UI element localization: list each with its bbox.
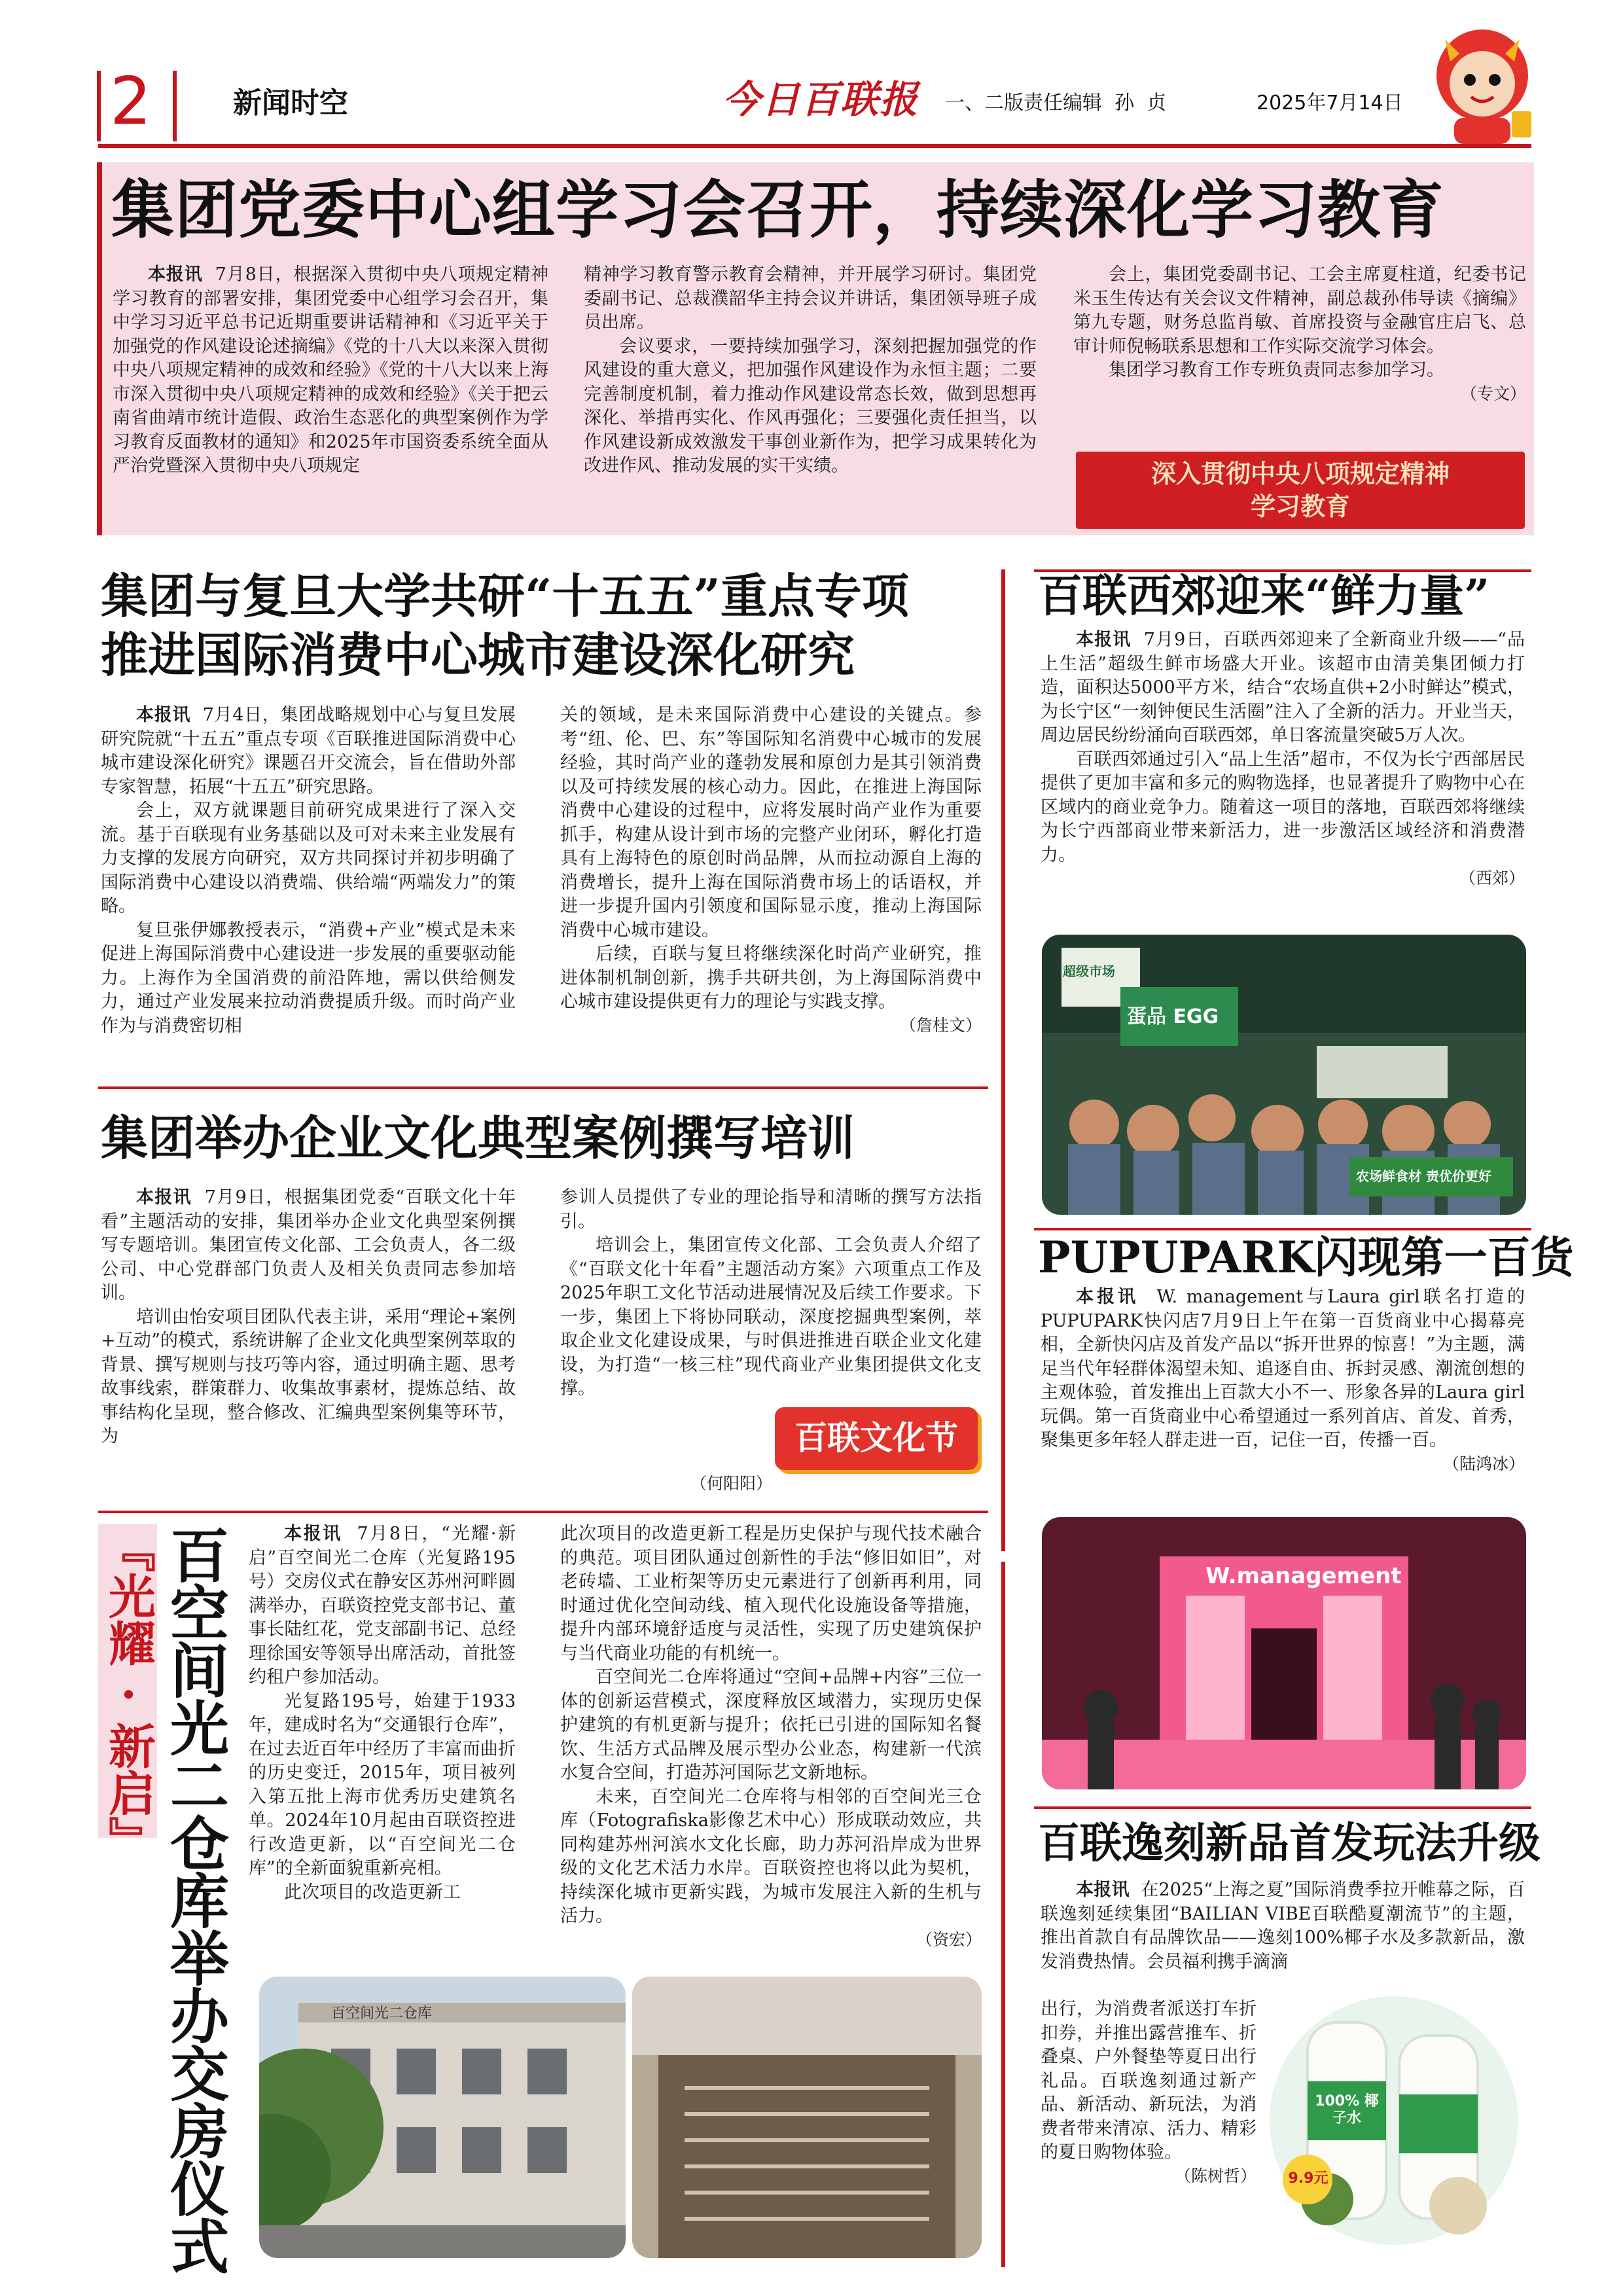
guangyao-col-1 <box>249 1522 516 1905</box>
xijiao-dateline: 本报讯 <box>1076 630 1132 650</box>
pupupark-photo-sign: W.management <box>1205 1563 1402 1589</box>
column-divider-bottom <box>1001 1562 1005 2267</box>
lead-banner-line1: 深入贯彻中央八项规定精神 <box>1150 459 1450 488</box>
lead-col3-p1: 会上，集团党委副书记、工会主席夏柱道，纪委书记米玉生传达有关会议文件精神，副总裁孙伟导读《摘编》第九专题，财务总监肖敏、首席投资与金融官庄启飞、总审计师倪畅联系思想和工作实际交流学习体会。 <box>1073 264 1526 357</box>
masthead-logo: 今日百联报 <box>722 77 919 122</box>
xijiao-text <box>1041 628 1525 889</box>
fudan-col-1 <box>101 704 516 1038</box>
fudan-p1: 7月4日，集团战略规划中心与复旦发展研究院就“十五五”重点专项《百联推进国际消费中心城市建设深化研究》课题召开交流会，旨在借助外部专家智慧，拓展“十五五”研究思路。 <box>101 705 516 797</box>
mascot-image <box>1414 13 1551 151</box>
guangyao-col-2 <box>560 1522 982 1951</box>
column-divider-top <box>1001 569 1005 1551</box>
editor-credit: 一、二版责任编辑 孙 贞 <box>945 92 1167 115</box>
guangyao-p5: 未来，百空间光二仓库将与相邻的百空间光三仓库（Fotografiska影像艺术中心）形成联动效应，共同构建苏州河滨水文化长廊，助力苏河沿岸成为世界级的文化艺术活力水岸。百联资控也将以此为契机，持续深化城市更新实践，为城市发展注入新的生机与活力。 <box>560 1786 982 1926</box>
lead-story-left-bar <box>97 162 102 535</box>
xijiao-supermarket-photo <box>1042 935 1526 1215</box>
lead-col1-dateline: 本报讯 <box>148 264 203 285</box>
culture-badge-text: 百联文化节 <box>794 1419 958 1457</box>
culture-p1: 7月9日，根据集团党委“百联文化十年看”主题活动的安排，集团举办企业文化典型案例撰写专题培训。集团宣传文化部、工会负责人，各二级公司、中心党群部门负责人及相关负责同志参加培训。 <box>101 1187 516 1303</box>
yike-headline: 百联逸刻新品首发玩法升级 <box>1038 1819 1541 1868</box>
yike-dateline: 本报讯 <box>1076 1880 1130 1900</box>
xijiao-photo-sign-1: 超级市场 <box>1063 963 1115 979</box>
lead-col-1 <box>113 263 548 478</box>
yike-byline: （陈树哲） <box>1174 2166 1257 2185</box>
lead-col3-p2: 集团学习教育工作专班负责同志参加学习。 <box>1109 360 1444 380</box>
lead-byline: （专文） <box>1460 384 1526 403</box>
yike-text-top: 本报讯 在2025“上海之夏”国际消费季拉开帷幕之际，百联逸刻延续集团“BAILIAN VIBE百联酷夏潮流节”的主题，推出首款自有品牌饮品——逸刻100%椰子水及多款新品，激发消费热情。会员福利携手滴滴 <box>1041 1880 1525 1972</box>
guangyao-top-rule <box>98 1511 988 1513</box>
guangyao-vertical-title: 百空间光二仓库举办交房仪式 <box>160 1525 229 2274</box>
section-name: 新闻时空 <box>233 86 348 120</box>
fudan-p2: 会上，双方就课题目前研究成果进行了深入交流。基于百联现有业务基础以及可对未来主业发展有力支撑的发展方向研究，双方共同探讨并初步明确了国际消费中心建设以消费端、供给端“两端发力”的策略。 <box>101 800 516 916</box>
yike-product-image <box>1262 1983 1526 2245</box>
culture-p4: 培训会上，集团宣传文化部、工会负责人介绍了《“百联文化十年看”主题活动方案》六项重点工作及2025年职工文化节活动进展情况及后续工作要求。下一步，集团上下将协同联动，深度挖掘典型案例，萃取企业文化建设成果，与时俱进推进百联企业文化建设，为打造“一核三柱”现代商业产业集团提供文化支撑。 <box>560 1235 982 1399</box>
fudan-headline-1: 集团与复旦大学共研“十五五”重点专项 <box>101 568 909 624</box>
pupupark-p1: W. management与Laura girl联名打造的PUPUPARK快闪店7月9日上午在第一百货商业中心揭幕亮相，全新快闪店及首发产品以“拆开世界的惊喜！”为主题，满足当代年轻群体渴望未知、追逐自由、拆封灵感、潮流创想的主观体验，首发推出上百款大小不一、形象各异的Laura girl玩偶。第一百货商业中心希望通过一系列首店、首发、首秀，聚集更多年轻人群走进一百，记住一百，传播一百。 <box>1041 1287 1525 1450</box>
yike-top-rule <box>1034 1806 1531 1809</box>
guangyao-p4: 百空间光二仓库将通过“空间+品牌+内容”三位一体的创新运营模式，深度释放区域潜力，实现历史保护建筑的有机更新与提升；依托已引进的国际知名餐饮、生活方式品牌及展示型办公业态，构建新一代滨水复合空间，打造苏河国际艺文新地标。 <box>560 1667 982 1783</box>
guangyao-p2: 光复路195号，始建于1933年，建成时名为“交通银行仓库”，在过去近百年中经历了丰富而曲折的历史变迁，2015年，项目被列入第五批上海市优秀历史建筑名单。2024年10月起由百联资控进行改造更新，以“百空间光二仓库”的全新面貌重新亮相。 <box>249 1691 516 1878</box>
guangyao-p3a: 此次项目的改造更新工 <box>284 1882 461 1903</box>
guangyao-building-photo <box>259 1977 626 2258</box>
pupupark-dateline: 本报讯 <box>1076 1287 1139 1307</box>
pupupark-text <box>1041 1285 1525 1475</box>
fudan-headline-2: 推进国际消费中心城市建设深化研究 <box>101 627 855 683</box>
xijiao-byline: （西郊） <box>1459 869 1525 888</box>
culture-headline: 集团举办企业文化典型案例撰写培训 <box>101 1110 855 1166</box>
fudan-p5: 后续，百联与复旦将继续深化时尚产业研究，推进体制机制创新，携手共研共创，为上海国际消费中心城市建设提供更有力的理论与实践支撑。 <box>560 944 982 1012</box>
xijiao-headline: 百联西郊迎来“鲜力量” <box>1038 570 1490 622</box>
guangyao-interior-photo <box>632 1977 982 2258</box>
yike-bottle-label: 100% 椰子水 <box>1315 2093 1379 2126</box>
fudan-col-2 <box>560 704 982 1037</box>
pupupark-byline: （陆鸿冰） <box>1442 1454 1525 1473</box>
fudan-byline: （詹桂文） <box>899 1015 982 1035</box>
page-number-rule-right <box>173 71 177 141</box>
culture-col-1 <box>101 1186 516 1449</box>
guangyao-building-sign: 百空间光二仓库 <box>331 2005 433 2022</box>
page-header <box>0 0 1623 157</box>
xijiao-photo-sign-3: 农场鲜食材 责优价更好 <box>1356 1168 1491 1184</box>
culture-badge <box>775 1407 978 1470</box>
fudan-p4: 关的领域，是未来国际消费中心建设的关键点。参考“纽、伦、巴、东”等国际知名消费中心城市的发展经验，其时尚产业的蓬勃发展和原创力是其引领消费以及可持续发展的核心动力。因此，在推进上海国际消费中心建设的过程中，应将发展时尚产业作为重要抓手，构建从设计到市场的完整产业闭环，孵化打造具有上海特色的原创时尚品牌，从而拉动源自上海的消费增长，提升上海在国际消费市场上的话语权，并进一步提升国内引领度和国际显示度，推动上海国际消费中心城市建设。 <box>560 705 982 941</box>
lead-col-3 <box>1073 263 1526 405</box>
culture-byline: （何阳阳） <box>690 1474 772 1493</box>
fudan-p3: 复旦张伊娜教授表示，“消费+产业”模式是未来促进上海国际消费中心建设进一步发展的重要驱动能力。上海作为全国消费的前沿阵地，需以供给侧发力，通过产业发展来拉动消费提质升级。而时尚产业作为与消费密切相 <box>101 920 516 1036</box>
header-rule <box>98 144 1531 148</box>
lead-col1-text: 7月8日，根据深入贯彻中央八项规定精神学习教育的部署安排，集团党委中心组学习会召开，集中学习习近平总书记近期重要讲话精神和《习近平关于加强党的作风建设论述摘编》《党的十八大以来深入贯彻中央八项规定精神的成效和经验》《党的十八大以来上海市深入贯彻中央八项规定精神的成效和经验》《关于把云南省曲靖市统计造假、政治生态恶化的典型案例作为学习教育反面教材的通知》和2025年市国资委系统全面从严治党暨深入贯彻中央八项规定 <box>113 264 548 476</box>
lead-headline: 集团党委中心组学习会召开，持续深化学习教育 <box>111 173 1444 247</box>
xijiao-p2: 百联西郊通过引入“品上生活”超市，不仅为长宁西部居民提供了更加丰富和多元的购物选择，也显著提升了购物中心在区域内的商业竞争力。随着这一项目的落地，百联西郊将继续为长宁西部商业带来新活力，进一步激活区域经济和消费潜力。 <box>1041 749 1525 865</box>
guangyao-dateline: 本报讯 <box>284 1524 342 1544</box>
guangyao-byline: （资宏） <box>916 1929 982 1949</box>
lead-banner <box>1076 452 1525 529</box>
culture-dateline: 本报讯 <box>136 1187 192 1208</box>
guangyao-p1: 7月8日，“光耀·新启”百空间光二仓库（光复路195号）交房仪式在静安区苏州河畔圆满举办，百联资控党支部书记、董事长陆红花，党支部副书记、总经理徐国安等领导出席活动，首批签约租户参加活动。 <box>249 1524 516 1687</box>
pupupark-popup-photo <box>1042 1517 1526 1789</box>
culture-p3: 参训人员提供了专业的理论指导和清晰的撰写方法指引。 <box>560 1187 982 1232</box>
culture-top-rule <box>98 1086 988 1089</box>
pupupark-headline: PUPUPARK闪现第一百货 <box>1038 1232 1574 1283</box>
lead-col-2 <box>584 263 1037 478</box>
xijiao-p1: 7月9日，百联西郊迎来了全新商业升级——“品上生活”超级生鲜市场盛大开业。该超市由清美集团倾力打造，面积达5000平方米，结合“农场直供+2小时鲜达”模式，为长宁区“一刻钟便民生活圈”注入了全新的活力。开业当天，周边居民纷纷涌向百联西郊，单日客流量突破5万人次。 <box>1041 630 1525 745</box>
page-number: 2 <box>110 63 152 139</box>
yike-price: 9.9元 <box>1288 2170 1329 2187</box>
culture-col-2 <box>560 1186 982 1401</box>
xijiao-photo-sign-2: 蛋品 EGG <box>1127 1005 1219 1028</box>
lead-banner-line2: 学习教育 <box>1250 492 1350 521</box>
guangyao-kicker: 『光耀·新启』 <box>101 1525 156 1863</box>
lead-col2-p2: 会议要求，一要持续加强学习，深刻把握加强党的作风建设的重大意义，把加强作风建设作为永恒主题；二要完善制度机制，着力推动作风建设常态长效，做到思想再深化、举措再实化、作风再强化；三要强化责任担当，以作风建设新成效激发干事创业新作为，把学习成果转化为改进作风、推动发展的实干实绩。 <box>584 336 1037 476</box>
page-number-rule-left <box>97 71 101 141</box>
issue-date: 2025年7月14日 <box>1257 92 1403 115</box>
lead-col2-p1: 精神学习教育警示教育会精神，并开展学习研讨。集团党委副书记、总裁濮韶华主持会议并讲话，集团领导班子成员出席。 <box>584 264 1037 332</box>
guangyao-p3: 此次项目的改造更新工程是历史保护与现代技术融合的典范。项目团队通过创新性的手法“修旧如旧”，对老砖墙、工业桁架等历史元素进行了创新再利用，同时通过优化空间动线、植入现代化设施设备等措施，提升内部环境舒适度与灵活性，实现了历史建筑保护与当代商业功能的有机统一。 <box>560 1524 982 1664</box>
yike-text-bottom: 出行，为消费者派送打车折扣券，并推出露营推车、折叠桌、户外餐垫等夏日出行礼品。百联逸刻通过新产品、新活动、新玩法，为消费者带来清凉、活力、精彩的夏日购物体验。 （陈树哲） <box>1041 1998 1257 2187</box>
culture-p2: 培训由怡安项目团队代表主讲，采用“理论+案例+互动”的模式，系统讲解了企业文化典型案例萃取的背景、撰写规则与技巧等内容，通过明确主题、思考故事线索，群策群力、收集故事素材，提炼总结、故事结构化呈现，整合修改、汇编典型案例集等环节，为 <box>101 1306 516 1446</box>
fudan-dateline: 本报讯 <box>136 705 191 725</box>
